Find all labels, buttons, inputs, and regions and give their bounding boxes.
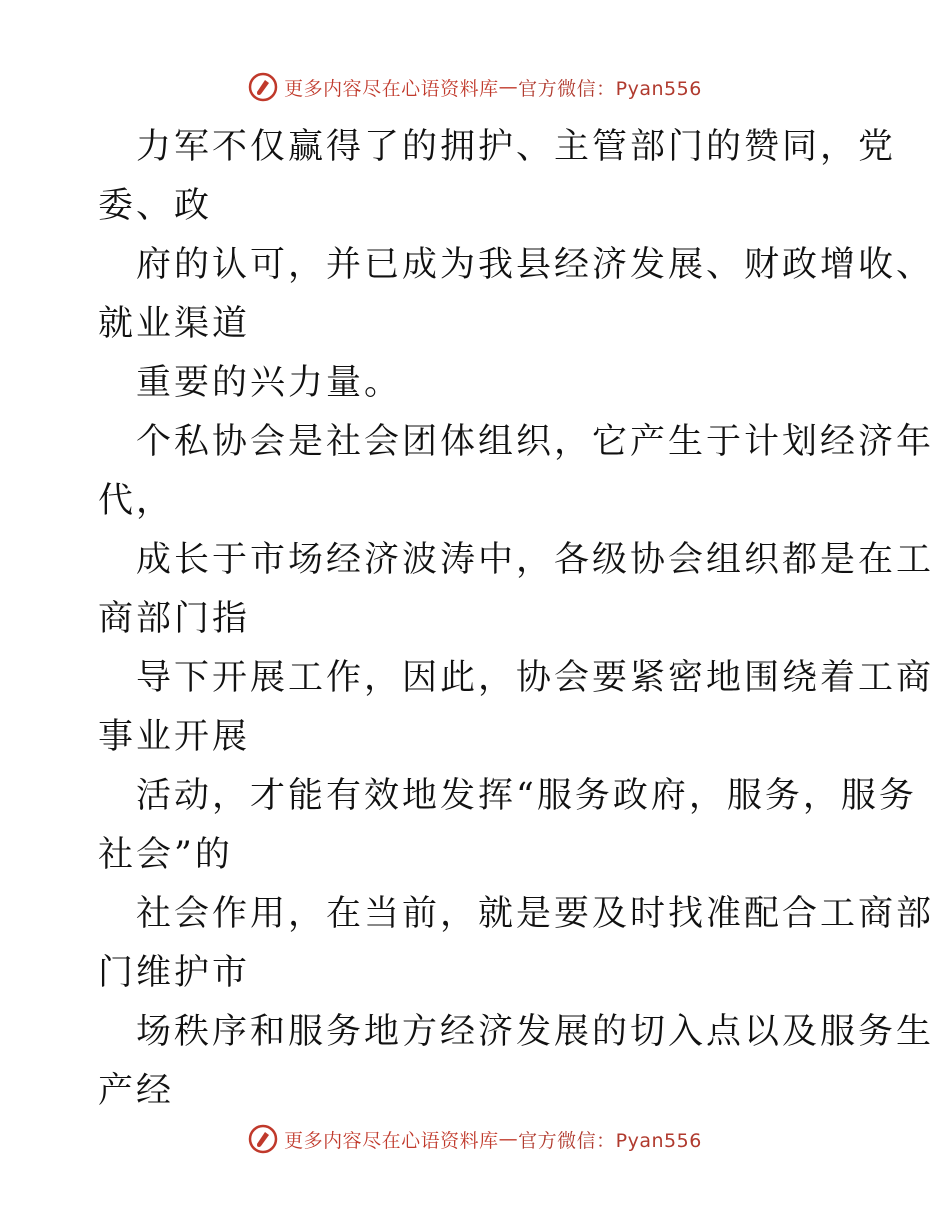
banner-wechat: 官方微信：Pyan556	[518, 1129, 702, 1152]
footer-banner	[0, 1124, 950, 1154]
text-line-3	[98, 354, 868, 413]
banner-text: 更多内容尽在心语资料库	[284, 77, 499, 100]
line-rest: 代，	[98, 481, 175, 521]
line-first: 力军不仅赢得了的拥护、主管部门的赞同，党	[136, 127, 897, 167]
line-first: 成长于市场经济波涛中，各级协会组织都是在工	[136, 540, 935, 580]
banner-text: 更多内容尽在心语资料库	[284, 1129, 499, 1152]
text-line-2	[98, 236, 935, 354]
text-line-5	[98, 531, 935, 649]
line-first: 府的认可，并已成为我县经济发展、财政增收、	[136, 245, 935, 285]
line-rest: 商部门指	[98, 599, 251, 639]
text-line-6	[98, 649, 935, 767]
line-first: 重要的兴力量。	[136, 363, 403, 403]
line-rest: 委、政	[98, 186, 213, 226]
line-first: 场秩序和服务地方经济发展的切入点以及服务生	[136, 1012, 935, 1052]
line-first: 社会作用，在当前，就是要及时找准配合工商部	[136, 894, 935, 934]
document-body	[98, 118, 935, 1121]
text-line-7	[98, 767, 917, 885]
line-rest: 门维护市	[98, 953, 251, 993]
logo-icon	[248, 72, 278, 102]
line-rest: 就业渠道	[98, 304, 251, 344]
line-first: 活动，才能有效地发挥“服务政府，服务，服务	[136, 776, 917, 816]
line-rest: 事业开展	[98, 717, 251, 757]
banner-wechat: 官方微信：Pyan556	[518, 77, 702, 100]
banner-separator: —	[498, 76, 519, 98]
text-line-4	[98, 413, 935, 531]
text-line-1	[98, 118, 897, 236]
line-rest: 产经	[98, 1071, 175, 1111]
line-first: 个私协会是社会团体组织，它产生于计划经济年	[136, 422, 935, 462]
logo-icon	[248, 1124, 278, 1154]
banner-separator: —	[498, 1128, 519, 1150]
header-banner	[0, 72, 950, 102]
text-line-8	[98, 885, 935, 1003]
line-first: 导下开展工作，因此，协会要紧密地围绕着工商	[136, 658, 935, 698]
line-rest: 社会”的	[98, 835, 233, 875]
text-line-9	[98, 1003, 935, 1121]
